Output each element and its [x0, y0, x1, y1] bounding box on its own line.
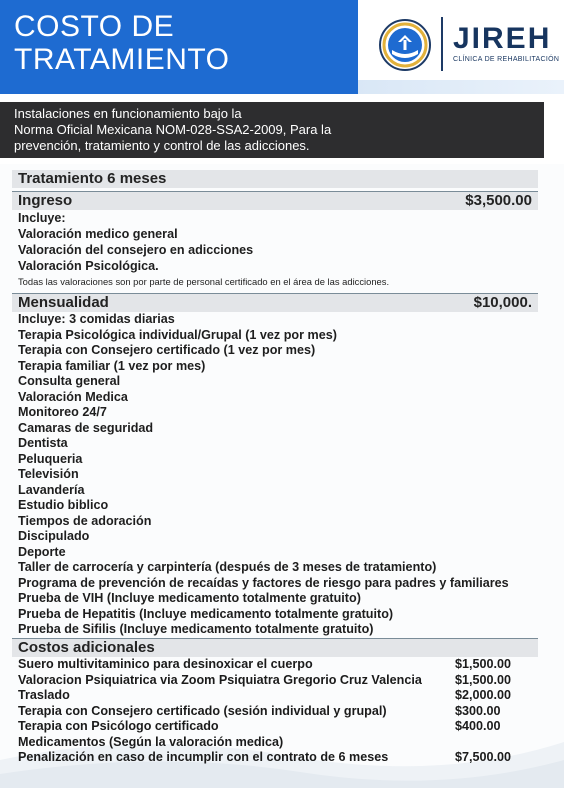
mensualidad-item: Incluye: 3 comidas diarias [18, 312, 175, 326]
mensualidad-item: Discipulado [18, 529, 90, 543]
logo-name: JIREH [453, 22, 552, 55]
ingreso-item: Valoración Psicológica. [18, 259, 159, 273]
additional-cost-label: Terapia con Consejero certificado (sesión individual y grupal) [18, 703, 387, 718]
ingreso-item: Incluye: [18, 211, 66, 225]
mensualidad-item: Estudio biblico [18, 498, 109, 512]
intro-line: Norma Oficial Mexicana NOM-028-SSA2-2009, Para la [14, 122, 332, 137]
title-banner [0, 0, 358, 94]
additional-cost-price: $1,500.00 [455, 672, 512, 687]
logo-subtitle: CLÍNICA DE REHABILITACIÓN [453, 56, 560, 63]
mensualidad-item: Prueba de VIH (Incluye medicamento totalmente gratuito) [18, 591, 361, 605]
additional-cost-label: Penalización en caso de incumplir con el contrato de 6 meses [18, 750, 389, 764]
page-title-line-2: TRATAMIENTO [14, 43, 230, 76]
additional-cost-label: Valoracion Psiquiatrica via Zoom Psiquiatra Gregorio Cruz Valencia [18, 672, 422, 687]
mensualidad-item: Terapia familiar (1 vez por mes) [18, 358, 206, 373]
additional-cost-price: $7,500.00 [455, 750, 512, 764]
mensualidad-item: Camaras de seguridad [18, 420, 154, 435]
mensualidad-item: Deporte [18, 544, 66, 559]
header [0, 0, 564, 94]
mensualidad-item: Terapia con Consejero certificado (1 vez por mes) [18, 343, 316, 357]
page-title-line-1: COSTO DE [14, 10, 175, 43]
additional-cost-label: Traslado [18, 688, 70, 702]
ingreso-label: Ingreso [18, 192, 73, 209]
additional-cost-price: $300.00 [455, 703, 501, 718]
additional-cost-price: $400.00 [455, 719, 501, 733]
content [0, 164, 564, 788]
mensualidad-item: Monitoreo 24/7 [18, 405, 107, 419]
additional-cost-label: Medicamentos (Según la valoración medica) [18, 734, 284, 749]
ingreso-price: $3,500.00 [465, 192, 532, 209]
ingreso-header [12, 191, 538, 210]
additional-cost-label: Suero multivitaminico para desinoxicar el cuerpo [18, 657, 313, 671]
plan-title-text: Tratamiento 6 meses [18, 170, 167, 187]
intro-line: prevención, tratamiento y control de las adicciones. [14, 138, 310, 153]
page-title [14, 10, 334, 76]
mensualidad-header [12, 293, 538, 312]
ingreso-note: Todas las valoraciones son por parte de personal certificado en el área de las adicciones. [18, 276, 390, 287]
logo-divider [441, 17, 443, 71]
mensualidad-item: Prueba de Hepatitis (Incluye medicamento totalmente gratuito) [18, 606, 394, 621]
additional-cost-price: $1,500.00 [455, 657, 512, 671]
mensualidad-item: Peluqueria [18, 451, 83, 466]
mensualidad-item: Terapia Psicológica individual/Grupal (1 vez por mes) [18, 327, 337, 342]
ingreso-item: Valoración medico general [18, 227, 178, 241]
mensualidad-item: Consulta general [18, 374, 121, 388]
adicionales-header [12, 638, 538, 657]
mensualidad-item: Programa de prevención de recaídas y factores de riesgo para padres y familiares [18, 575, 509, 590]
mensualidad-price: $10,000. [473, 294, 532, 311]
mensualidad-label: Mensualidad [18, 294, 109, 311]
mensualidad-item: Televisión [18, 467, 79, 481]
intro-section [0, 94, 564, 164]
mensualidad-item: Lavandería [18, 482, 85, 497]
mensualidad-item: Tiempos de adoración [18, 513, 152, 528]
ingreso-item: Valoración del consejero en adicciones [18, 243, 254, 257]
additional-cost-label: Terapia con Psicólogo certificado [18, 719, 219, 733]
adicionales-label: Costos adicionales [18, 639, 155, 656]
clinic-logo-icon [378, 18, 432, 72]
mensualidad-item: Dentista [18, 436, 68, 450]
mensualidad-item: Valoración Medica [18, 389, 128, 404]
intro-line: Instalaciones en funcionamiento bajo la [14, 106, 242, 121]
mensualidad-item: Taller de carrocería y carpintería (después de 3 meses de tratamiento) [18, 560, 437, 574]
additional-cost-price: $2,000.00 [455, 688, 512, 702]
plan-title [12, 170, 538, 188]
mensualidad-item: Prueba de Sifilis (Incluye medicamento totalmente gratuito) [18, 622, 374, 636]
header-stripe [358, 80, 564, 94]
intro-box [0, 102, 544, 158]
